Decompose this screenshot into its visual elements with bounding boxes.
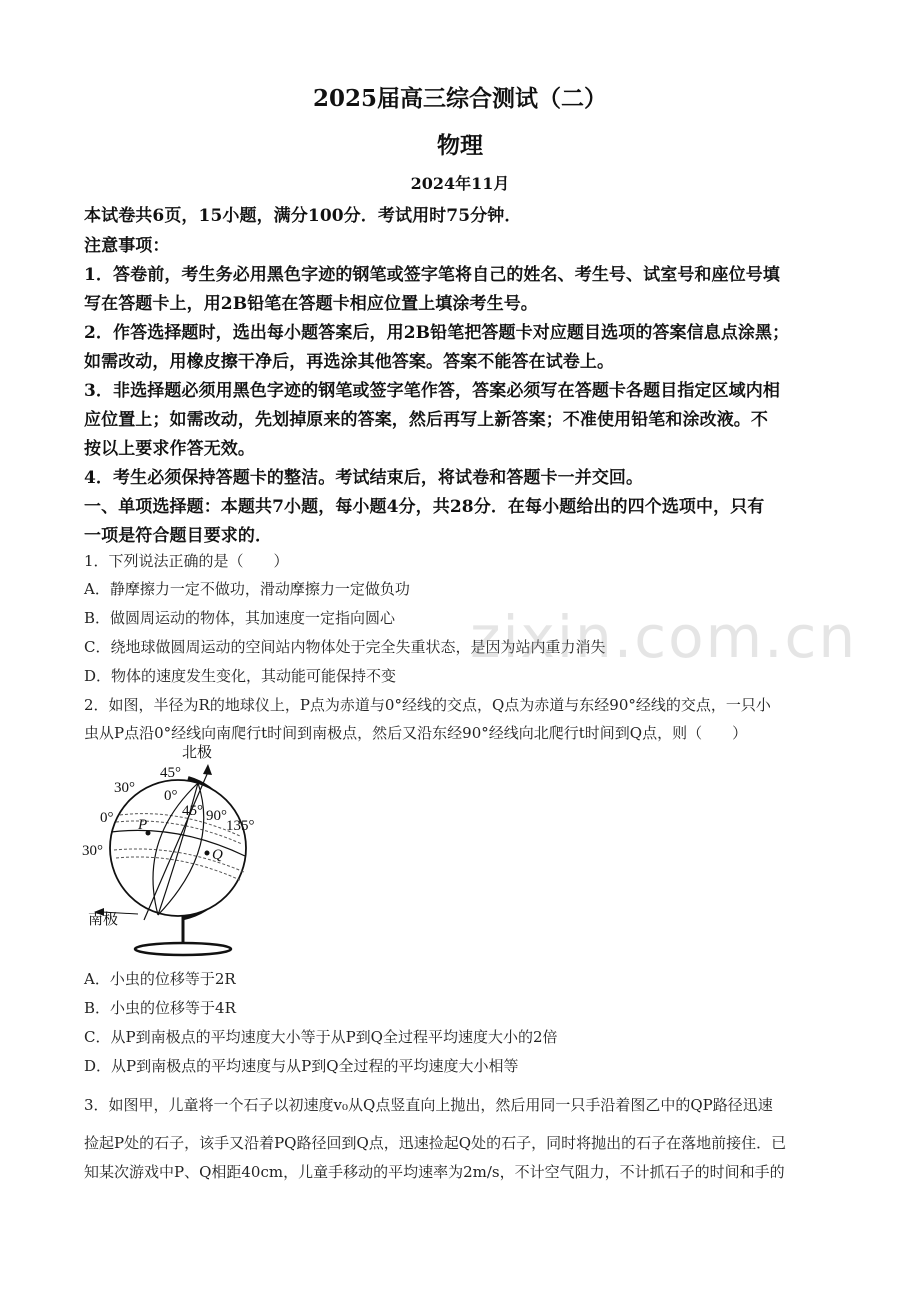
q2-option-a: A．小虫的位移等于2R [84, 970, 236, 988]
point-p-label: P [138, 817, 148, 833]
point-q [205, 851, 210, 856]
notes-line: 写在答题卡上，用2B铅笔在答题卡相应位置上填涂考生号。 [84, 294, 538, 314]
degree-label: 45° [182, 803, 203, 819]
q2-option-b: B．小虫的位移等于4R [84, 999, 236, 1017]
section-heading: 一项是符合题目要求的． [84, 526, 273, 546]
degree-label: 90° [206, 808, 227, 824]
north-pole-label: 北极 [182, 745, 213, 761]
subject-title: 物理 [437, 132, 483, 159]
q1-option-d: D．物体的速度发生变化，其动能可能保持不变 [84, 667, 397, 685]
notes-line: 4．考生必须保持答题卡的整洁。考试结束后，将试卷和答题卡一并交回。 [84, 468, 644, 488]
notes-line: 应位置上；如需改动，先划掉原来的答案，然后再写上新答案；不准使用铅笔和涂改液。不 [84, 410, 768, 430]
section-heading: 一、单项选择题：本题共7小题，每小题4分，共28分．在每小题给出的四个选项中，只有 [84, 497, 765, 517]
degree-label: 45° [160, 765, 181, 781]
q2-stem-line: 2．如图，半径为R的地球仪上，P点为赤道与0°经线的交点，Q点为赤道与东经90°经线的交点，一只小 [84, 696, 771, 714]
degree-label: 0° [100, 810, 114, 826]
degree-label: 0° [164, 788, 178, 804]
q2-stem-line: 虫从P点沿0°经线向南爬行t时间到南极点，然后又沿东经90°经线向北爬行t时间到Q点，则（ ） [84, 724, 748, 742]
q3-stem-line: 3．如图甲，儿童将一个石子以初速度v₀从Q点竖直向上抛出，然后用同一只手沿着图乙中的QP路径迅速 [84, 1096, 773, 1114]
q1-option-b: B．做圆周运动的物体，其加速度一定指向圆心 [84, 609, 396, 627]
notes-line: 本试卷共6页，15小题，满分100分．考试用时75分钟． [84, 206, 522, 226]
notes-line: 如需改动，用橡皮擦干净后，再选涂其他答案。答案不能答在试卷上。 [84, 352, 615, 372]
exam-title: 2025届高三综合测试（二） [312, 85, 607, 112]
degree-label: 135° [226, 818, 255, 834]
notes-line: 按以上要求作答无效。 [84, 439, 255, 459]
globe-diagram [80, 740, 280, 960]
exam-date: 2024年11月 [410, 174, 510, 193]
watermark: zixin.com.cn [470, 603, 858, 671]
q3-stem-line: 捡起P处的石子，该手又沿着PQ路径回到Q点，迅速捡起Q处的石子，同时将抛出的石子在落地前接住．已 [84, 1134, 787, 1152]
q1-stem: 1．下列说法正确的是（ ） [84, 552, 289, 570]
point-q-label: Q [212, 847, 223, 863]
q1-option-a: A．静摩擦力一定不做功，滑动摩擦力一定做负功 [84, 580, 410, 598]
degree-label: 30° [114, 780, 135, 796]
notes-line: 2．作答选择题时，选出每小题答案后，用2B铅笔把答题卡对应题目选项的答案信息点涂黑； [84, 323, 790, 343]
north-arrow-icon [203, 764, 212, 775]
degree-label: 30° [82, 843, 103, 859]
q1-option-c: C．绕地球做圆周运动的空间站内物体处于完全失重状态，是因为站内重力消失 [84, 638, 606, 656]
globe-stand-base [135, 943, 231, 955]
q2-option-c: C．从P到南极点的平均速度大小等于从P到Q全过程平均速度大小的2倍 [84, 1028, 558, 1046]
notes-line: 注意事项： [84, 236, 170, 256]
notes-line: 3．非选择题必须用黑色字迹的钢笔或签字笔作答，答案必须写在答题卡各题目指定区域内相 [84, 381, 780, 401]
q2-option-d: D．从P到南极点的平均速度与从P到Q全过程的平均速度大小相等 [84, 1057, 519, 1075]
notes-line: 1．答卷前，考生务必用黑色字迹的钢笔或签字笔将自己的姓名、考生号、试室号和座位号填 [84, 265, 780, 285]
q3-stem-line: 知某次游戏中P、Q相距40cm，儿童手移动的平均速率为2m/s，不计空气阻力，不计抓石子的时间和手的 [84, 1163, 785, 1181]
south-pole-label: 南极 [88, 912, 119, 928]
